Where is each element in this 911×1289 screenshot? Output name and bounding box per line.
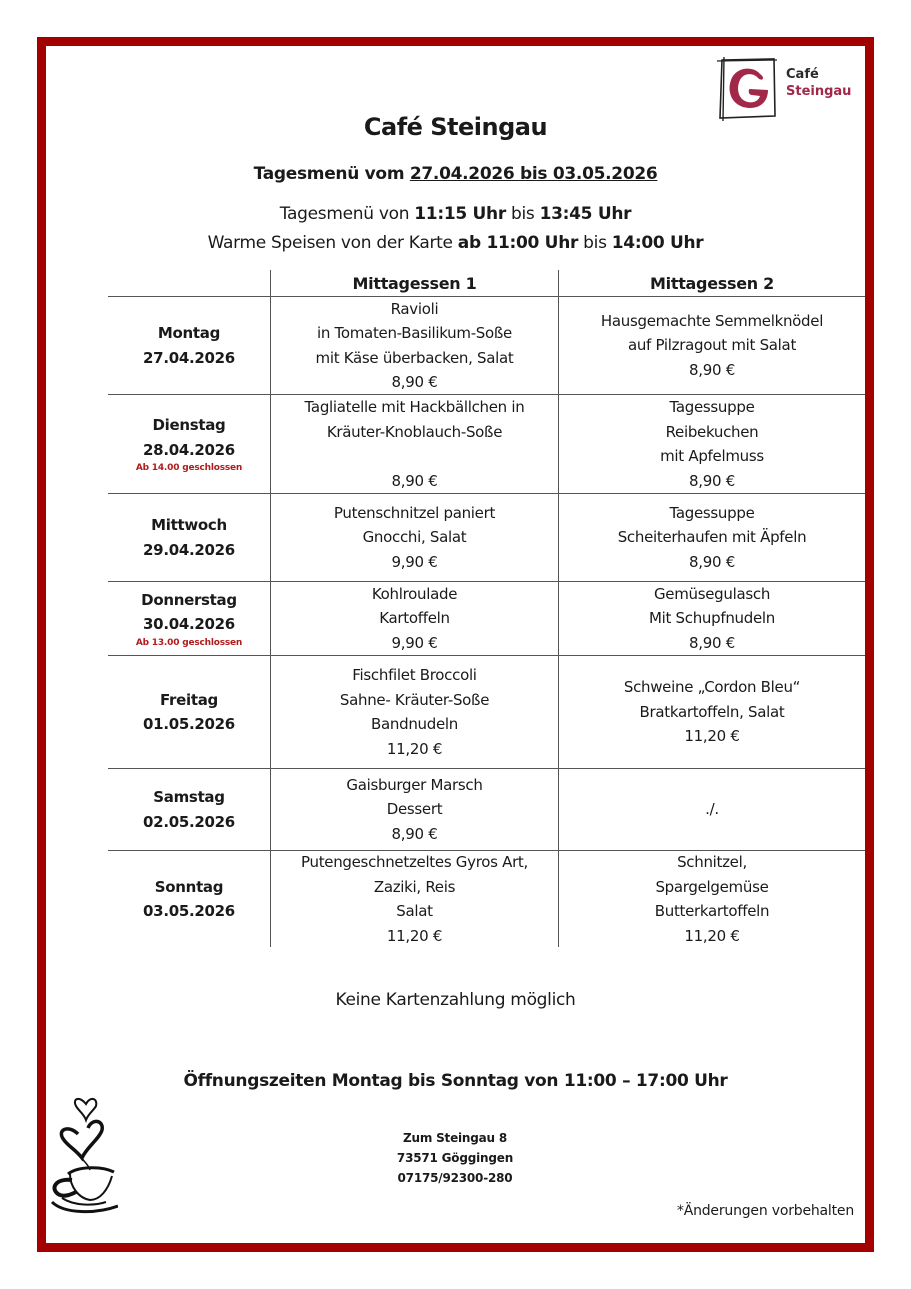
- meal-line: Tagliatelle mit Hackbällchen in: [304, 398, 525, 416]
- day-date: 27.04.2026: [143, 348, 235, 367]
- meal-price: 8,90 €: [689, 633, 735, 652]
- mittagessen-2-cell: [559, 851, 865, 947]
- meal-line: Scheiterhaufen mit Äpfeln: [617, 528, 807, 547]
- mittagessen-2-cell: [559, 582, 865, 655]
- hours-start: 11:15 Uhr: [414, 204, 506, 224]
- day-name: Sonntag: [154, 877, 224, 896]
- day-date: 29.04.2026: [143, 540, 235, 559]
- day-cell: [108, 297, 270, 394]
- mittagessen-1-cell: [271, 769, 558, 850]
- daily-menu-hours: [0, 204, 911, 224]
- meal-line: Hausgemachte Semmelknödel: [600, 311, 824, 330]
- meal-line: Gaisburger Marsch: [346, 775, 483, 794]
- column-header-mittagessen-2: Mittagessen 2: [650, 274, 774, 293]
- page-title: Café Steingau: [363, 113, 548, 141]
- meal-price: 11,20 €: [684, 727, 740, 746]
- hours-text: bis: [505, 204, 540, 224]
- meal-price: 11,20 €: [386, 739, 443, 758]
- meal-line: Ravioli: [390, 299, 439, 318]
- day-name: Donnerstag: [141, 590, 237, 609]
- address-phone: 07175/92300-280: [397, 1171, 513, 1185]
- day-cell: [108, 582, 270, 655]
- day-name: Freitag: [160, 690, 218, 709]
- meal-price: 8,90 €: [391, 824, 438, 843]
- meal-price: 8,90 €: [689, 360, 735, 379]
- meal-line: ./.: [705, 800, 719, 819]
- logo-text-cafe: Café: [786, 67, 819, 82]
- day-cell: [108, 494, 270, 581]
- address-block: [340, 1128, 570, 1188]
- meal-price: 9,90 €: [391, 633, 438, 652]
- logo-text-steingau: Steingau: [786, 84, 852, 99]
- column-header-mittagessen-1: Mittagessen 1: [352, 274, 477, 293]
- meal-line: Tagessuppe: [669, 398, 755, 416]
- address-street: Zum Steingau 8: [402, 1131, 508, 1145]
- warm-food-hours: [0, 233, 911, 253]
- hours-text: Warme Speisen von der Karte: [207, 233, 458, 253]
- meal-line: Schnitzel,: [677, 853, 747, 871]
- meal-line: Kohlroulade: [371, 584, 458, 603]
- meal-price: 8,90 €: [391, 373, 438, 391]
- mittagessen-1-cell: [271, 297, 558, 394]
- meal-price: 11,20 €: [386, 926, 443, 945]
- day-cell: [108, 851, 270, 947]
- mittagessen-1-cell: [271, 395, 558, 493]
- payment-note: Keine Kartenzahlung möglich: [335, 990, 576, 1010]
- day-name: Montag: [157, 324, 221, 342]
- hours-text: bis: [578, 233, 612, 253]
- mittagessen-1-cell: [271, 494, 558, 581]
- meal-price: 11,20 €: [684, 926, 740, 945]
- mittagessen-2-cell: [559, 297, 865, 394]
- day-date: 03.05.2026: [143, 902, 235, 920]
- meal-line: Sahne- Kräuter-Soße: [339, 690, 490, 709]
- meal-line: Zaziki, Reis: [373, 877, 456, 896]
- hours-end: 13:45 Uhr: [539, 204, 632, 224]
- meal-line: Reibekuchen: [665, 422, 759, 441]
- meal-line: Putengeschnetzeltes Gyros Art,: [301, 853, 528, 871]
- meal-line: Dessert: [386, 800, 443, 819]
- hours-end: 14:00 Uhr: [611, 233, 704, 253]
- day-date: 01.05.2026: [143, 715, 235, 733]
- closing-note: Ab 13.00 geschlossen: [135, 637, 243, 648]
- day-name: Mittwoch: [151, 516, 227, 534]
- meal-line: Mit Schupfnudeln: [649, 609, 775, 628]
- meal-line: in Tomaten-Basilikum-Soße: [317, 324, 512, 342]
- meal-price: 8,90 €: [689, 552, 735, 571]
- meal-line: Gnocchi, Salat: [362, 528, 467, 547]
- meal-line: mit Käse überbacken, Salat: [315, 348, 514, 367]
- meal-price: 8,90 €: [391, 471, 438, 490]
- coffee-cup-icon: [48, 1090, 118, 1220]
- meal-line: Butterkartoffeln: [654, 902, 770, 920]
- day-name: Samstag: [153, 788, 225, 806]
- opening-hours: Öffnungszeiten Montag bis Sonntag von 11:00 – 17:00 Uhr: [183, 1071, 728, 1091]
- disclaimer: *Änderungen vorbehalten: [676, 1203, 854, 1219]
- meal-line: Kräuter-Knoblauch-Soße: [326, 422, 503, 441]
- meal-line: auf Pilzragout mit Salat: [627, 336, 797, 355]
- meal-line: Gemüsegulasch: [653, 584, 771, 603]
- meal-line: Fischfilet Broccoli: [352, 666, 477, 684]
- day-cell: [108, 395, 270, 493]
- mittagessen-2-cell: [559, 494, 865, 581]
- meal-line: Spargelgemüse: [655, 877, 769, 896]
- mittagessen-1-cell: [271, 582, 558, 655]
- day-date: 28.04.2026: [143, 440, 235, 459]
- mittagessen-2-cell: [559, 395, 865, 493]
- address-city: 73571 Göggingen: [396, 1151, 514, 1165]
- day-name: Dienstag: [152, 416, 226, 434]
- meal-line: Schweine „Cordon Bleu“: [623, 678, 801, 697]
- mittagessen-2-cell: [559, 769, 865, 850]
- menu-date-range: [0, 164, 911, 184]
- mittagessen-2-cell: [559, 656, 865, 768]
- hours-text: Tagesmenü von: [279, 204, 415, 224]
- day-date: 02.05.2026: [143, 812, 235, 831]
- meal-price: 9,90 €: [391, 552, 438, 571]
- meal-line: Putenschnitzel paniert: [333, 503, 496, 522]
- mittagessen-1-cell: [271, 656, 558, 768]
- meal-line: mit Apfelmuss: [660, 447, 764, 465]
- subtitle-range: 27.04.2026 bis 03.05.2026: [409, 164, 658, 184]
- meal-line: Tagessuppe: [669, 503, 755, 522]
- meal-line: Salat: [396, 902, 433, 920]
- hours-start: ab 11:00 Uhr: [457, 233, 579, 253]
- closing-note: Ab 14.00 geschlossen: [135, 463, 243, 473]
- meal-line: Bratkartoffeln, Salat: [639, 702, 785, 721]
- day-date: 30.04.2026: [143, 615, 235, 633]
- meal-price: 8,90 €: [689, 471, 735, 490]
- subtitle-prefix: Tagesmenü vom: [253, 164, 410, 184]
- day-cell: [108, 656, 270, 768]
- day-cell: [108, 769, 270, 850]
- meal-line: Bandnudeln: [371, 715, 458, 733]
- mittagessen-1-cell: [271, 851, 558, 947]
- meal-line: Kartoffeln: [379, 609, 450, 628]
